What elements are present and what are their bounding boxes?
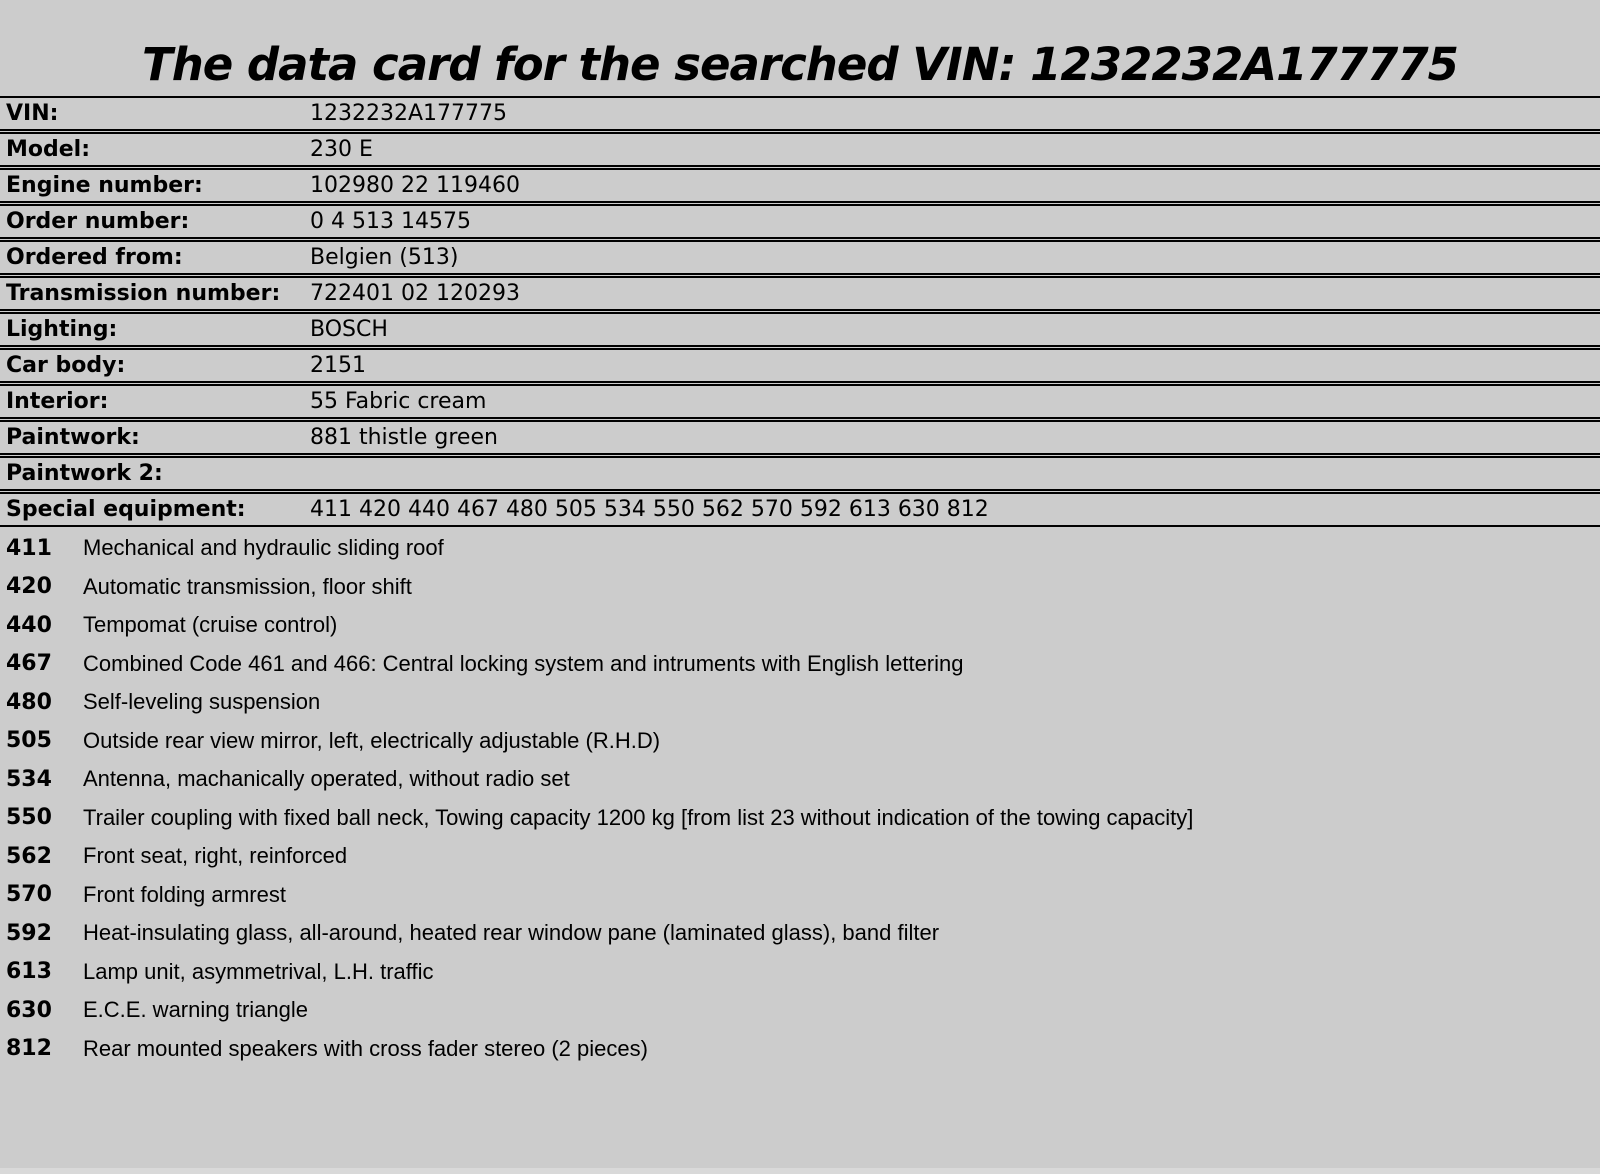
row-value: 55 Fabric cream bbox=[310, 389, 487, 414]
equipment-description: Mechanical and hydraulic sliding roof bbox=[83, 535, 444, 561]
page-bottom-strip bbox=[0, 1168, 1600, 1174]
table-row-car-body bbox=[0, 348, 1600, 383]
equipment-code: 467 bbox=[6, 651, 52, 677]
equipment-code-row bbox=[0, 953, 1600, 992]
table-row-transmission-number bbox=[0, 276, 1600, 311]
equipment-code: 562 bbox=[6, 843, 52, 869]
equipment-description: Outside rear view mirror, left, electrically adjustable (R.H.D) bbox=[83, 727, 661, 753]
equipment-description: Combined Code 461 and 466: Central locking system and intruments with English lettering bbox=[83, 650, 964, 676]
equipment-code: 480 bbox=[6, 689, 52, 715]
equipment-description: Heat-insulating glass, all-around, heated rear window pane (laminated glass), band filter bbox=[83, 920, 940, 946]
row-label: Lighting: bbox=[6, 317, 118, 342]
row-label: Model: bbox=[6, 137, 91, 162]
row-label: Engine number: bbox=[6, 173, 203, 198]
equipment-code: 613 bbox=[6, 959, 52, 985]
table-row-paintwork-2 bbox=[0, 456, 1600, 491]
table-row-special-equipment bbox=[0, 492, 1600, 527]
equipment-code-row bbox=[0, 876, 1600, 915]
equipment-code-row bbox=[0, 991, 1600, 1030]
row-value: 0 4 513 14575 bbox=[310, 209, 471, 234]
equipment-code: 630 bbox=[6, 997, 52, 1023]
equipment-codes-list bbox=[0, 529, 1600, 1068]
equipment-code-row bbox=[0, 1030, 1600, 1069]
row-value: 411 420 440 467 480 505 534 550 562 570 592 613 630 812 bbox=[310, 497, 989, 522]
equipment-code-row bbox=[0, 760, 1600, 799]
row-label: VIN: bbox=[6, 101, 59, 126]
row-value: 102980 22 119460 bbox=[310, 173, 520, 198]
equipment-code: 812 bbox=[6, 1036, 52, 1062]
equipment-code: 592 bbox=[6, 920, 52, 946]
equipment-code: 505 bbox=[6, 728, 52, 754]
equipment-code: 534 bbox=[6, 766, 52, 792]
table-row-lighting bbox=[0, 312, 1600, 347]
row-label: Special equipment: bbox=[6, 497, 246, 522]
row-value: 2151 bbox=[310, 353, 366, 378]
equipment-code-row bbox=[0, 914, 1600, 953]
equipment-description: Lamp unit, asymmetrival, L.H. traffic bbox=[83, 958, 434, 984]
equipment-code: 570 bbox=[6, 882, 52, 908]
equipment-code-row bbox=[0, 568, 1600, 607]
equipment-code: 550 bbox=[6, 805, 52, 831]
equipment-code-row bbox=[0, 529, 1600, 568]
table-row-vin bbox=[0, 96, 1600, 131]
equipment-code-row bbox=[0, 683, 1600, 722]
table-row-ordered-from bbox=[0, 240, 1600, 275]
row-value: 722401 02 120293 bbox=[310, 281, 520, 306]
row-label: Car body: bbox=[6, 353, 126, 378]
page-title: The data card for the searched VIN: 1232232A177775 bbox=[142, 38, 1458, 91]
row-label: Ordered from: bbox=[6, 245, 183, 270]
row-value: BOSCH bbox=[310, 317, 388, 342]
equipment-description: Self-leveling suspension bbox=[83, 689, 321, 715]
row-value: 881 thistle green bbox=[310, 425, 498, 450]
row-label: Transmission number: bbox=[6, 281, 281, 306]
equipment-code-row bbox=[0, 799, 1600, 838]
row-label: Paintwork 2: bbox=[6, 461, 163, 486]
equipment-description: E.C.E. warning triangle bbox=[83, 997, 308, 1023]
equipment-description: Automatic transmission, floor shift bbox=[83, 573, 412, 599]
equipment-code: 411 bbox=[6, 535, 52, 561]
table-row-model bbox=[0, 132, 1600, 167]
equipment-description: Rear mounted speakers with cross fader stereo (2 pieces) bbox=[83, 1035, 648, 1061]
row-value: 1232232A177775 bbox=[310, 101, 508, 126]
equipment-code: 440 bbox=[6, 612, 52, 638]
row-value: 230 E bbox=[310, 137, 373, 162]
equipment-code-row bbox=[0, 837, 1600, 876]
row-value: Belgien (513) bbox=[310, 245, 459, 270]
table-row-engine-number bbox=[0, 168, 1600, 203]
equipment-code-row bbox=[0, 645, 1600, 684]
row-label: Paintwork: bbox=[6, 425, 140, 450]
equipment-code: 420 bbox=[6, 574, 52, 600]
equipment-code-row bbox=[0, 722, 1600, 761]
equipment-description: Antenna, machanically operated, without radio set bbox=[83, 766, 570, 792]
equipment-code-row bbox=[0, 606, 1600, 645]
equipment-description: Front seat, right, reinforced bbox=[83, 843, 348, 869]
table-row-interior bbox=[0, 384, 1600, 419]
equipment-description: Front folding armrest bbox=[83, 881, 286, 907]
equipment-description: Tempomat (cruise control) bbox=[83, 612, 338, 638]
data-card-table bbox=[0, 96, 1600, 527]
table-row-paintwork bbox=[0, 420, 1600, 455]
row-label: Interior: bbox=[6, 389, 109, 414]
table-row-order-number bbox=[0, 204, 1600, 239]
row-label: Order number: bbox=[6, 209, 190, 234]
equipment-description: Trailer coupling with fixed ball neck, Towing capacity 1200 kg [from list 23 without indication of the towing capacity] bbox=[83, 804, 1194, 830]
